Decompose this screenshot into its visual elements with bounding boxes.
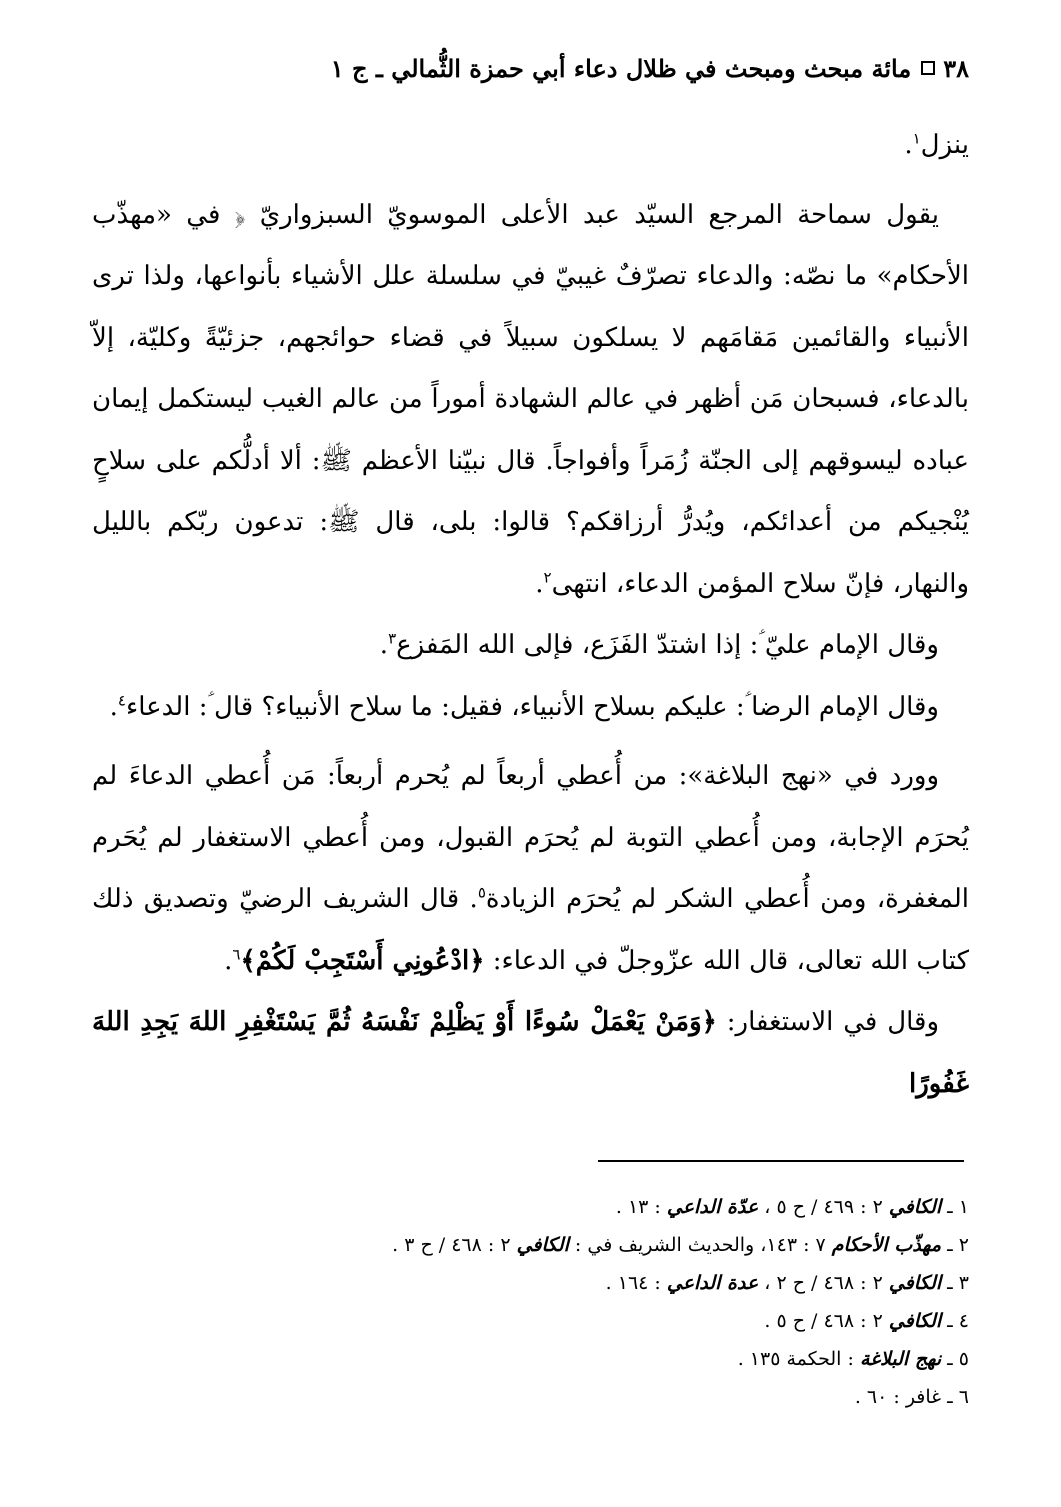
paragraph-4 [92,677,969,739]
source-title: الكافي [516,1234,569,1256]
punctuation: . [535,568,544,599]
citation: : الحكمة ١٣٥ . [737,1348,860,1370]
paragraph-2 [92,185,969,616]
source-title: الكافي [888,1310,942,1332]
footnotes [92,1188,969,1416]
source-title: الكافي [888,1272,942,1294]
punctuation: . [109,691,118,722]
paragraph-text: ينزل [920,130,969,160]
citation: : ١٦٤ . [605,1272,667,1294]
footnote-number: ٥ ـ [941,1348,969,1370]
footnote-number: ٦ ـ [941,1386,969,1408]
citation: ٧ : ١٤٣، والحديث الشريف في : [568,1234,832,1256]
footnote-1 [92,1188,969,1226]
footnote-ref: ٢ [543,567,552,586]
citation: ٢ : ٤٦٨ / ح ٥ . [764,1310,889,1332]
quran-verse: ﴿ادْعُونِي أَسْتَجِبْ لَكُمْ﴾ [240,945,485,976]
footnote-ref: ٦ [232,944,241,963]
quran-verse: ﴿وَمَنْ يَعْمَلْ سُوءًا أَوْ يَظْلِمْ نَفْسَهُ ثُمَّ يَسْتَغْفِرِ اللهَ يَجِدِ اللهَ غَفُورًا [92,1007,969,1099]
source-title: مهذّب الأحكام [831,1234,942,1256]
square-bullet-icon [921,61,935,75]
paragraph-6 [92,992,969,1115]
footnote-ref: ٤ [117,690,126,709]
punctuation: . [224,945,233,976]
footnote-number: ٣ ـ [941,1272,969,1294]
paragraph-text: وقال الإمام الرضا ؑ: عليكم بسلاح الأنبياء، فقيل: ما سلاح الأنبياء؟ قال ؑ: الدعاء [125,691,939,722]
footnote-ref: ١ [912,129,921,148]
footnote-4 [92,1302,969,1340]
running-header [92,48,969,88]
page-number: ٣٨ [943,53,969,83]
source-title: عدة الداعي [666,1272,759,1294]
citation: ٢ : ٤٦٨ / ح ٢ ، [758,1272,889,1294]
source-title: عدّة الداعي [666,1196,759,1218]
paragraph-5 [92,746,969,992]
footnote-5 [92,1340,969,1378]
footnote-2 [92,1226,969,1264]
source-title: نهج البلاغة [859,1348,942,1370]
footnote-number: ١ ـ [941,1196,969,1218]
citation: ٢ : ٤٦٩ / ح ٥ ، [758,1196,889,1218]
footnote-ref: ٣ [388,629,397,648]
footnote-separator [598,1160,964,1162]
punctuation: . [904,130,913,160]
paragraph-text: يقول سماحة المرجع السيّد عبد الأعلى الموسويّ السبزواريّ ﴿ في «مهذّب الأحكام» ما نصّه: والدعاء تصرّفٌ غيبيّ في سلسلة علل الأشياء بأنواعها، ولذا ترى الأنبياء والقائمين مَقامَهم لا يسلكون سبيلاً في قضاء حوائجهم، جزئيّةً وكليّة، إلاّ بالدعاء، فسبحان مَن أظهر في عالم الشهادة أموراً من عالم الغيب ليستكمل إيمان عباده ليسوقهم إلى الجنّة زُمَراً وأفواجاً. قال نبيّنا الأعظم ﷺ: ألا أدلُّكم على سلاحٍ يُنْجيكم من أعدائكم، ويُدرُّ أرزاقكم؟ قالوا: بلى، قال ﷺ: تدعون ربّكم بالليل والنهار، فإنّ سلاح المؤمن الدعاء، انتهى [92,199,969,599]
footnote-number: ٢ ـ [941,1234,969,1256]
book-title: مائة مبحث ومبحث في ظلال دعاء أبي حمزة الثُّمالي ـ ج ١ [330,53,912,83]
paragraph-text: وورد في «نهج البلاغة»: من أُعطي أربعاً لم يُحرم أربعاً: مَن أُعطي الدعاءَ لم يُحرَم الإجابة، ومن أُعطي التوبة لم يُحرَم القبول، ومن أُعطي الاستغفار لم يُحَرم المغفرة، ومن أُعطي الشكر لم يُحرَم الزيادة [92,761,969,914]
citation: : ١٣ . [615,1196,667,1218]
footnote-number: ٤ ـ [941,1310,969,1332]
paragraph-text: وقال في الاستغفار: [716,1007,939,1037]
citation: ٢ : ٤٦٨ / ح ٣ . [392,1234,517,1256]
footnote-6 [92,1378,969,1416]
punctuation: . [379,630,389,660]
paragraph-1 [92,115,969,177]
paragraph-text: . قال الشريف الرضيّ وتصديق ذلك كتاب الله تعالى، قال الله عزّوجلّ في الدعاء: [92,884,969,976]
footnote-3 [92,1264,969,1302]
citation: غافر : ٦٠ . [854,1386,942,1408]
main-text [92,115,969,1115]
source-title: الكافي [888,1196,942,1218]
paragraph-3 [92,615,969,677]
footnote-ref: ٥ [477,883,486,902]
paragraph-text: وقال الإمام عليّ ؑ: إذا اشتدّ الفَزَع، فإلى الله المَفزع [396,630,939,660]
